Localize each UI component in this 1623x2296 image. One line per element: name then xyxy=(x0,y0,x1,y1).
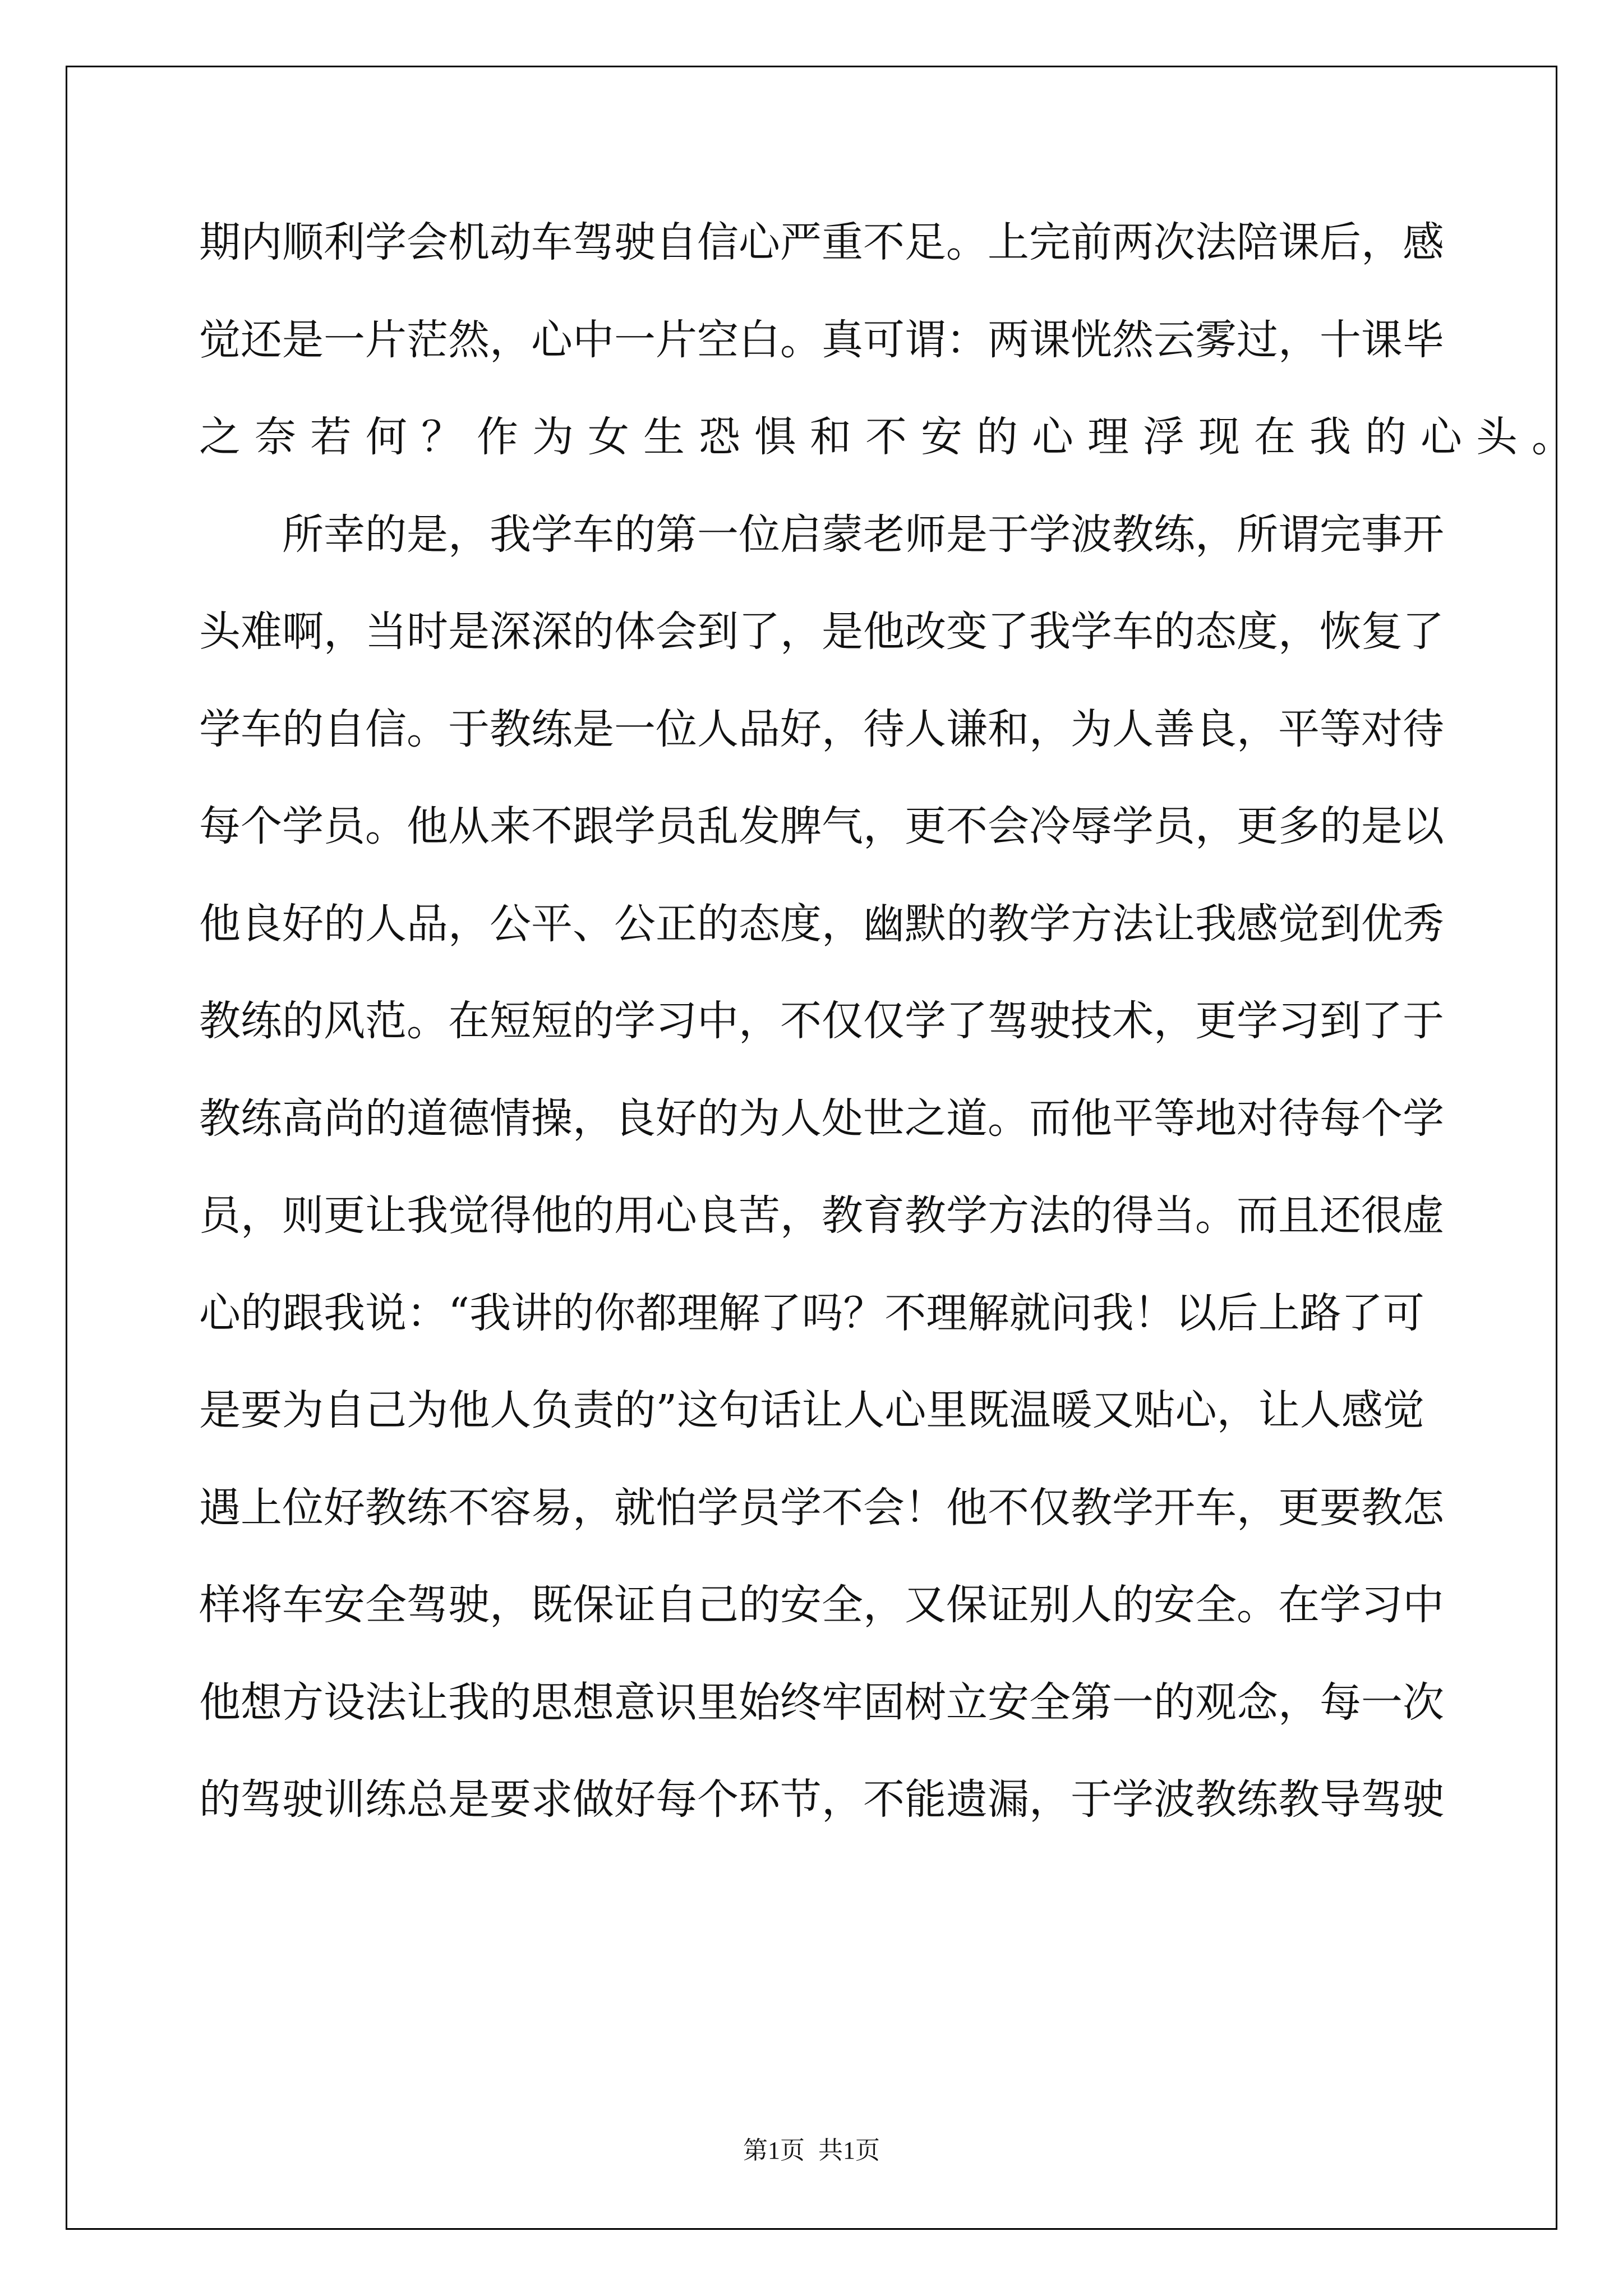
text-line: 所 幸 的 是 ， 我 学 车 的 第 一 位 启 蒙 老 师 是 于 学 波 教 练 ， 所 谓 完 事 开 xyxy=(282,510,1444,559)
text-line: 头 难 啊 ， 当 时 是 深 深 的 体 会 到 了 ， 是 他 改 变 了 我 学 车 的 态 度 ， 恢 复 了 xyxy=(199,608,1444,656)
text-line: 样 将 车 安 全 驾 驶 ， 既 保 证 自 己 的 安 全 ， 又 保 证 别 人 的 安 全 。 在 学 习 中 xyxy=(199,1581,1444,1629)
page-total: 共1页 xyxy=(818,2137,880,2164)
text-line: 觉 还 是 一 片 茫 然 ， 心 中 一 片 空 白 。 真 可 谓 ： 两 课 恍 然 云 雾 过 ， 十 课 毕 xyxy=(199,315,1444,364)
text-line: 学 车 的 自 信 。 于 教 练 是 一 位 人 品 好 ， 待 人 谦 和 ， 为 人 善 良 ， 平 等 对 待 xyxy=(199,705,1444,753)
text-line: 教 练 的 风 范 。 在 短 短 的 学 习 中 ， 不 仅 仅 学 了 驾 驶 技 术 ， 更 学 习 到 了 于 xyxy=(199,997,1444,1045)
text-line: 之奈若何？作为女生恐惧和不安的心理浮现在我的心头。 xyxy=(199,413,1587,461)
text-line: 教 练 高 尚 的 道 德 情 操 ， 良 好 的 为 人 处 世 之 道 。 而 他 平 等 地 对 待 每 个 学 xyxy=(199,1094,1444,1143)
text-line: 他 良 好 的 人 品 ， 公 平 、 公 正 的 态 度 ， 幽 默 的 教 学 方 法 让 我 感 觉 到 优 秀 xyxy=(199,899,1444,948)
text-line: 是 要 为 自 己 为 他 人 负 责 的 ” 这 句 话 让 人 心 里 既 温 暖 又 贴 心 ， 让 人 感 觉 xyxy=(199,1386,1424,1434)
text-line: 遇 上 位 好 教 练 不 容 易 ， 就 怕 学 员 学 不 会 ！ 他 不 仅 教 学 开 车 ， 更 要 教 怎 xyxy=(199,1483,1444,1532)
text-line: 每 个 学 员 。 他 从 来 不 跟 学 员 乱 发 脾 气 ， 更 不 会 冷 辱 学 员 ， 更 多 的 是 以 xyxy=(199,802,1444,850)
text-line: 的 驾 驶 训 练 总 是 要 求 做 好 每 个 环 节 ， 不 能 遗 漏 ， 于 学 波 教 练 教 导 驾 驶 xyxy=(199,1775,1444,1824)
page-footer xyxy=(0,2130,1623,2166)
text-line: 心 的 跟 我 说 ： “ 我 讲 的 你 都 理 解 了 吗 ？ 不 理 解 就 问 我 ！ 以 后 上 路 了 可 xyxy=(199,1289,1424,1337)
document-body xyxy=(199,194,1587,1849)
page-number: 第1页 xyxy=(743,2137,805,2164)
text-line: 期 内 顺 利 学 会 机 动 车 驾 驶 自 信 心 严 重 不 足 。 上 完 前 两 次 法 陪 课 后 ， 感 xyxy=(199,218,1444,266)
text-line: 员 ， 则 更 让 我 觉 得 他 的 用 心 良 苦 ， 教 育 教 学 方 法 的 得 当 。 而 且 还 很 虚 xyxy=(199,1191,1444,1240)
text-line: 他 想 方 设 法 让 我 的 思 想 意 识 里 始 终 牢 固 树 立 安 全 第 一 的 观 念 ， 每 一 次 xyxy=(199,1678,1444,1727)
